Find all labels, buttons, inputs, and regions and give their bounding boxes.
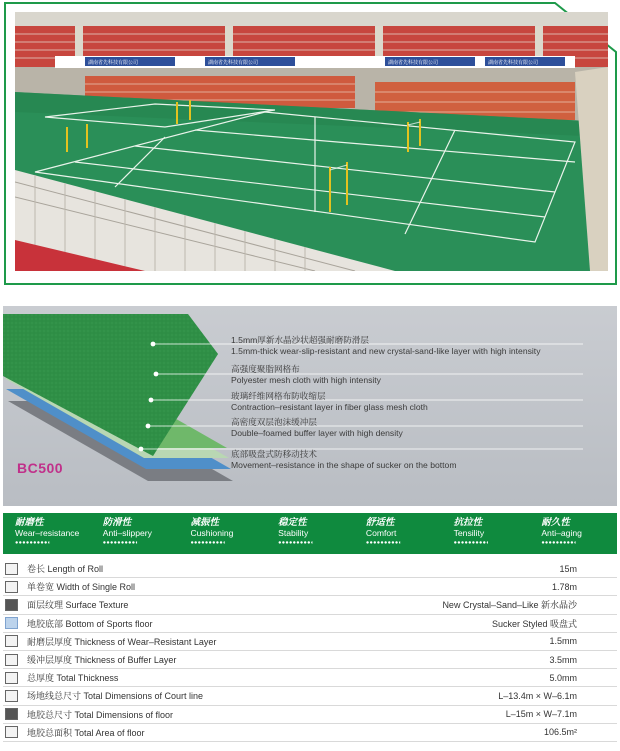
spec-value: L–15m × W–7.1m [505, 709, 577, 720]
property-zh: 舒适性 [365, 517, 395, 528]
property-zh: 稳定性 [278, 517, 307, 528]
layer-4-zh: 高密度双层泡沫缓冲层 [231, 417, 317, 427]
spec-row [3, 687, 617, 705]
property-en: Stability [278, 528, 309, 538]
property-cushioning [178, 513, 266, 554]
spec-label: 总厚度 Total Thickness [27, 673, 119, 684]
spec-label: 地胶总面积 Total Area of floor [27, 727, 145, 738]
property-zh: 减振性 [190, 517, 219, 528]
spec-value: 1.5mm [549, 636, 577, 647]
property-zh: 防滑性 [102, 517, 132, 528]
property-en: Anti–slippery [102, 528, 152, 538]
property-wear-resistance [3, 513, 91, 554]
buffer-layer-icon [5, 654, 18, 666]
property-bar [3, 513, 617, 554]
layer-5-en: Movement–resistance in the shape of sucker on the bottom [231, 460, 457, 470]
rating-dots: ●●●●●●●●●◐ [15, 540, 52, 546]
spec-value: 5.0mm [549, 672, 577, 683]
spec-label: 地胶底部 Bottom of Sports floor [27, 618, 153, 629]
spec-row [3, 615, 617, 633]
rating-dots: ●●●●●●●●●◐ [190, 540, 227, 546]
property-en: Tensility [453, 528, 485, 538]
property-zh: 耐久性 [541, 517, 570, 528]
property-anti-aging [529, 513, 617, 554]
banner-text-2: 湖南省先科技有限公司 [208, 60, 259, 66]
spec-row [3, 651, 617, 669]
wear-layer-icon [5, 635, 18, 647]
spec-label: 缓冲层厚度 Thickness of Buffer Layer [27, 655, 177, 666]
spec-value: New Crystal–Sand–Like 新水晶沙 [442, 600, 577, 611]
rating-dots: ●●●●●●●●●◐ [541, 540, 578, 546]
rating-dots: ●●●●●●●●●◐ [102, 540, 139, 546]
spec-value: 15m [559, 563, 577, 574]
banner-text-1: 湖南省先科技有限公司 [88, 60, 139, 66]
banner-text-3: 湖南省先科技有限公司 [388, 60, 439, 66]
spec-label: 单卷宽 Width of Single Roll [27, 582, 136, 593]
property-en: Anti–aging [541, 528, 582, 538]
layer-2-zh: 高强度聚脂网格布 [231, 364, 300, 374]
badminton-court-photo [15, 12, 608, 271]
layer-2-en: Polyester mesh cloth with high intensity [231, 375, 381, 385]
roll-length-icon [5, 563, 18, 575]
layer-1-zh: 1.5mm厚新水晶沙状超强耐磨防滑层 [231, 335, 369, 345]
property-en: Cushioning [190, 528, 234, 538]
texture-icon [5, 599, 18, 611]
rating-dots: ●●●●●●●●●◐ [365, 540, 403, 546]
spec-row [3, 633, 617, 651]
spec-value: Sucker Styled 吸盘式 [491, 618, 577, 629]
rating-dots: ●●●●●●●●●◐ [453, 540, 490, 546]
spec-row [3, 669, 617, 687]
spec-label: 场地线总尺寸 Total Dimensions of Court line [27, 691, 204, 702]
property-zh: 抗拉性 [453, 517, 483, 528]
spec-row [3, 706, 617, 724]
spec-value: 1.78m [551, 581, 577, 592]
property-comfort [354, 513, 442, 554]
property-en: Wear–resistance [15, 528, 80, 538]
spec-label: 面层纹理 Surface Texture [27, 600, 129, 611]
model-name: BC500 [17, 460, 64, 476]
layer-5-zh: 底部吸盘式防移动技术 [231, 449, 317, 459]
spec-label: 耐磨层厚度 Thickness of Wear–Resistant Layer [27, 636, 217, 647]
layer-4-text [231, 417, 403, 439]
spec-row [3, 560, 617, 578]
spec-row [3, 596, 617, 614]
layer-3-zh: 玻璃纤维网格布防收缩层 [231, 391, 326, 401]
property-anti-slippery [91, 513, 179, 554]
layer-structure-panel [3, 306, 617, 506]
rating-dots: ●●●●●●●●●◐ [278, 540, 315, 546]
banner-text-4: 湖南省先科技有限公司 [488, 60, 539, 66]
layer-3-text [231, 391, 428, 413]
property-stability [266, 513, 354, 554]
roll-width-icon [5, 581, 18, 593]
layer-2-text [231, 364, 381, 386]
floor-area-icon [5, 726, 18, 738]
spec-value: 106.5m² [543, 727, 577, 738]
court-line-icon [5, 690, 18, 702]
sucker-bottom-icon [5, 617, 18, 629]
spec-row [3, 724, 617, 742]
total-thickness-icon [5, 672, 18, 684]
layer-4-en: Double–foamed buffer layer with high density [231, 428, 403, 438]
property-zh: 耐磨性 [15, 517, 44, 528]
spec-label: 地胶总尺寸 Total Dimensions of floor [27, 709, 174, 720]
spec-table [3, 560, 617, 742]
spec-label: 卷长 Length of Roll [27, 564, 104, 575]
spec-row [3, 578, 617, 596]
floor-dimension-icon [5, 708, 18, 720]
property-tensility [442, 513, 530, 554]
property-en: Comfort [365, 528, 397, 538]
layer-5-text [231, 449, 456, 471]
hero-photo-frame [0, 0, 620, 285]
layer-1-en: 1.5mm-thick wear-slip-resistant and new crystal-sand-like layer with high intensity [231, 346, 541, 356]
layer-1-text [231, 335, 541, 357]
layer-3-en: Contraction–resistant layer in fiber glass mesh cloth [231, 402, 428, 412]
spec-value: L–13.4m × W–6.1m [498, 690, 577, 701]
spec-value: 3.5mm [549, 654, 577, 665]
